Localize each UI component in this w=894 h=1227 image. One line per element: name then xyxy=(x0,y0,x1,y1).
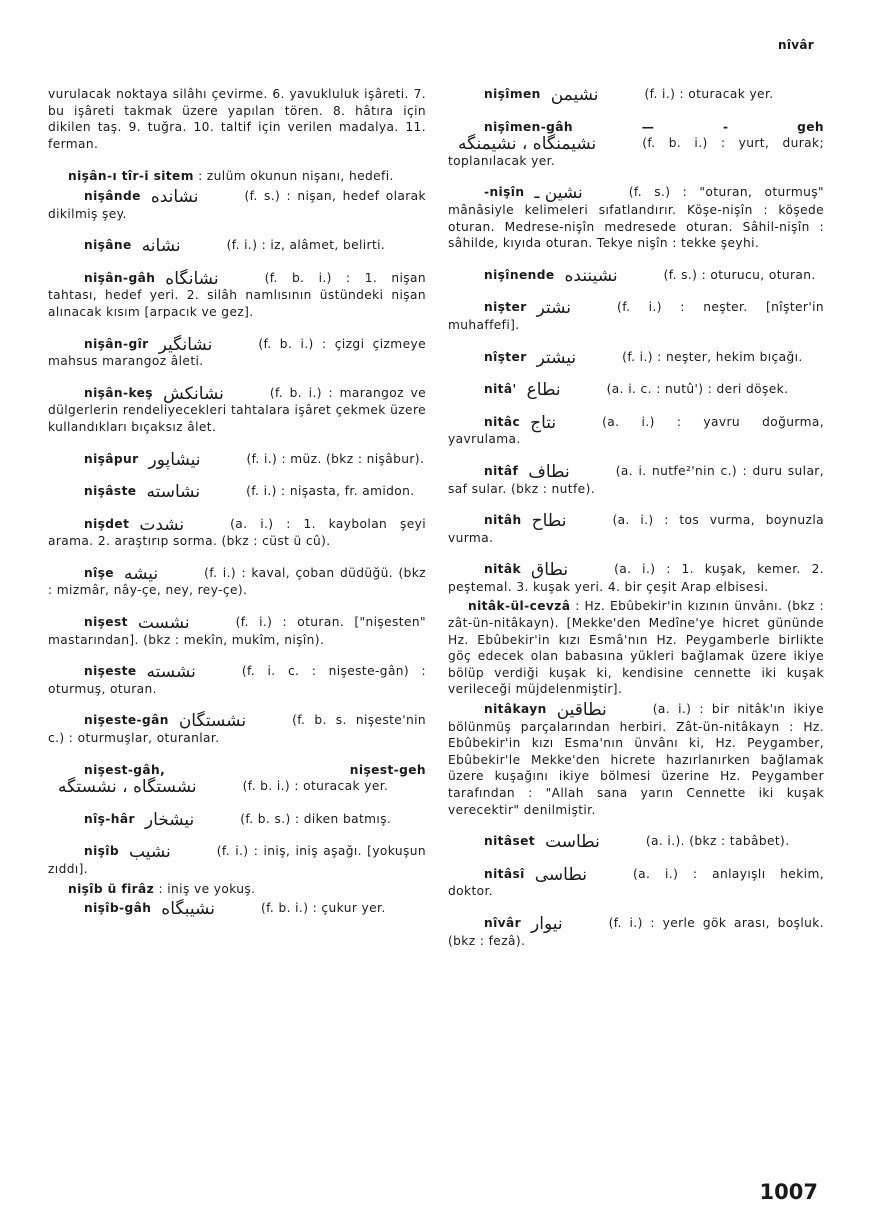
entry-arabic-script: نیشاپور xyxy=(148,449,201,470)
entry-headword: nişîb-gâh xyxy=(84,901,152,916)
entry-headword: nişeste-gân xyxy=(84,713,169,728)
entry-arabic-script: نشدت xyxy=(139,514,185,535)
entry-arabic-script: نطاح xyxy=(531,511,567,532)
entry-headword: nişân-gîr xyxy=(84,336,149,351)
entry-definition: (a. i.) : anlayışlı hekim, doktor. xyxy=(448,866,824,899)
entry-arabic-script: نشتر xyxy=(536,298,572,319)
entry-headword: nişân-keş xyxy=(84,385,153,400)
entry-definition: (f. i.) : neşter, hekim bıçağı. xyxy=(622,349,803,364)
dictionary-entry xyxy=(448,866,824,900)
dictionary-entry xyxy=(48,270,426,321)
dictionary-entry xyxy=(448,414,824,448)
entry-headword: nişînende xyxy=(484,267,555,282)
dictionary-entry xyxy=(448,833,824,851)
entry-definition: (f. i.) : neşter. [nîşter'in muhaffefi]. xyxy=(448,300,824,332)
entry-arabic-script: نشیب xyxy=(129,842,171,863)
dictionary-entry xyxy=(448,561,824,595)
entry-headword: nîşter xyxy=(484,349,527,364)
page-number: 1007 xyxy=(759,1180,818,1204)
entry-headword: nişest xyxy=(84,615,128,630)
entry-definition: (f. s.) : "oturan, oturmuş" mânâsiyle kelimeleri sıfatlandırır. Köşe-nişîn : köşede oturan. Medrese-nişîn medresede oturan. Sâhil-nişîn : sâhilde, kıyıda oturan. Tekye nişîn : tekke şeyhi. xyxy=(448,185,824,251)
entry-headword: nitâkayn xyxy=(484,702,547,717)
entry-definition: (a. i. c. : nutû') : deri döşek. xyxy=(606,382,789,397)
dictionary-entry xyxy=(48,843,426,877)
entry-arabic-script: نطاسی xyxy=(534,864,588,885)
dictionary-entry xyxy=(48,516,426,550)
entry-arabic-script: نشین ـ xyxy=(534,183,583,204)
entry-definition: (a. i.) : bir nitâk'ın ikiye bölünmüş parçalarından herbiri. Zât-ün-nitâkayn : Hz. Ebûbekir'in kızı Esma'nın ünvânı ki, Hz. Peygamber, Ebûbekir'le Mekke'den hicrete hazırlanırken bağlamak üzere kuşağını ikiye bölmesi üzerine Hz. Peygamber tarafından : "Allah sana yarın Cennette iki kuşak verecektir" denilmiştir. xyxy=(448,702,824,817)
dictionary-entry xyxy=(448,349,824,367)
entry-definition: (f. i.) : nişasta, fr. amidon. xyxy=(246,484,415,499)
dictionary-entry xyxy=(448,512,824,546)
dictionary-entry xyxy=(448,184,824,251)
entry-arabic-script: نشسته xyxy=(146,662,196,683)
dictionary-entry xyxy=(48,614,426,648)
entry-definition: (f. i.) : oturacak yer. xyxy=(644,87,774,101)
entry-definition: (f. b. i.) : 1. nişan tahtası, hedef yeri. 2. silâh namlısının üstündeki nişan alınacak kısım [arpacık ve gez]. xyxy=(48,270,426,319)
dictionary-entry xyxy=(48,881,426,898)
entry-definition: (a. i.). (bkz : tabâbet). xyxy=(645,834,790,849)
running-head: nîvâr xyxy=(778,38,814,52)
entry-arabic-script: نشستگان xyxy=(178,711,247,732)
entry-arabic-script: نطاقین xyxy=(556,700,607,721)
entry-arabic-script: نیشخار xyxy=(144,809,195,830)
entry-arabic-script: نطاق xyxy=(531,560,569,581)
entry-arabic-script: نشست xyxy=(137,613,190,634)
entry-headword: nişâpur xyxy=(84,451,139,466)
entry-headword: nişîmen xyxy=(484,87,541,101)
dictionary-entry xyxy=(448,915,824,949)
dictionary-entry xyxy=(48,762,426,796)
entry-definition: (f. i.) : yerle gök arası, boşluk. (bkz : fezâ). xyxy=(448,915,824,948)
entry-arabic-script: نطاع xyxy=(526,380,561,401)
entry-headword: nitâset xyxy=(484,834,536,849)
entry-definition: (a. i.) : yavru doğurma, yavrulama. xyxy=(448,414,824,447)
entry-headword: nişest-gâh, nişest-geh xyxy=(84,762,426,777)
entry-headword: nişân-ı tîr-i sitem xyxy=(68,169,194,184)
entry-headword: nîşe xyxy=(84,565,114,580)
entry-arabic-script: نشانکش xyxy=(162,383,224,404)
entry-arabic-script: نشانگاه xyxy=(165,268,219,289)
entry-arabic-script: نیشتر xyxy=(536,347,577,368)
entry-headword: nitâk-ül-cevzâ xyxy=(468,599,571,614)
entry-arabic-script: نیوار xyxy=(531,913,563,934)
dictionary-entry xyxy=(48,188,426,222)
entry-definition: (f. s.) : nişan, hedef olarak dikilmiş şey. xyxy=(48,188,426,221)
dictionary-entry xyxy=(448,119,824,170)
entry-headword: nişân-gâh xyxy=(84,270,156,285)
dictionary-entry xyxy=(48,237,426,255)
dictionary-entry xyxy=(48,86,426,152)
entry-headword: nitâ' xyxy=(484,382,517,397)
dictionary-entry xyxy=(448,381,824,399)
entry-definition: : Hz. Ebûbekir'in kızının ünvânı. (bkz : zât-ün-nitâkayn). [Mekke'den Medîne'ye hicret gününde Hz. Ebûbekir'in kızı Esmâ'nın Hz. Peygamberle birlikte göç edecek olan babasına yükleri bağlamak üzere ikiye bölüp verdiği kuşak ki, kendisine cennette iki kuşak verileceği müjdelenmiştir]. xyxy=(448,599,824,697)
entry-definition: (f. b. s. nişeste'nin c.) : oturmuşlar, oturanlar. xyxy=(48,713,426,746)
dictionary-entry xyxy=(48,565,426,599)
entry-definition: (f. b. s.) : diken batmış. xyxy=(240,811,392,826)
entry-arabic-script: نشانگیر xyxy=(158,334,213,355)
dictionary-entry xyxy=(48,483,426,501)
entry-arabic-script: نشانه xyxy=(141,236,181,257)
entry-headword: nitâh xyxy=(484,513,522,528)
entry-headword: nîvâr xyxy=(484,915,522,930)
entry-definition: (f. i. c. : nişeste-gân) : oturmuş, oturan. xyxy=(48,664,426,696)
entry-headword: nişter xyxy=(484,300,527,315)
entry-definition: (f. b. i.) : marangoz ve dülgerlerin rendeliyecekleri tahtalara işâret çekmek üzere kullandıkları bıçaksız âlet. xyxy=(48,385,426,434)
entry-arabic-script: نشاسته xyxy=(146,482,201,503)
entry-arabic-script: نطاف xyxy=(528,461,570,482)
entry-headword: nişîb xyxy=(84,844,120,859)
entry-headword: nitâf xyxy=(484,463,519,478)
entry-headword: nitâc xyxy=(484,414,521,429)
dictionary-entry xyxy=(48,663,426,697)
entry-arabic-script: نشیمنگاه ، نشیمنگه xyxy=(458,134,597,155)
entry-arabic-script: نشیننده xyxy=(564,265,618,286)
entry-definition: (f. s.) : oturucu, oturan. xyxy=(663,267,816,282)
dictionary-entry xyxy=(48,811,426,829)
entry-definition: (f. i.) : iz, alâmet, belirti. xyxy=(226,238,386,253)
entry-definition: (f. b. i.) : çukur yer. xyxy=(260,901,386,916)
dictionary-entry xyxy=(48,900,426,918)
dictionary-entry xyxy=(448,463,824,497)
dictionary-entry xyxy=(48,168,426,185)
entry-headword: nitâsî xyxy=(484,866,525,881)
entry-definition: : iniş ve yokuş. xyxy=(154,881,256,896)
dictionary-entry xyxy=(448,86,824,104)
entry-definition: (f. i.) : iniş, iniş aşağı. [yokuşun zıddı]. xyxy=(48,844,426,876)
entry-arabic-script: نشستگاه ، نشستگه xyxy=(58,777,197,798)
entry-definition: (a. i.) : 1. kuşak, kemer. 2. peştemal. 3. kuşak yeri. 4. bir çeşit Arap elbisesi. xyxy=(448,562,824,594)
entry-headword: nişîb ü firâz xyxy=(68,881,155,896)
entry-arabic-script: نتاج xyxy=(530,412,557,433)
entry-definition: (f. b. i.) : yurt, durak; toplanılacak yer. xyxy=(448,136,824,168)
dictionary-entry xyxy=(48,336,426,370)
entry-headword: nişîmen-gâh — - geh xyxy=(484,119,824,134)
entry-headword: nişânde xyxy=(84,188,141,203)
entry-definition: (f. b. i.) : çizgi çizmeye mahsus marangoz âleti. xyxy=(48,336,426,369)
entry-definition: (f. i.) : oturan. ["nişesten" mastarından]. (bkz : mekîn, mukîm, nişîn). xyxy=(48,615,426,647)
entry-headword: -nişîn xyxy=(484,185,525,200)
entry-arabic-script: نطاست xyxy=(545,832,600,853)
entry-definition: (f. i.) : müz. (bkz : nişâbur). xyxy=(246,451,425,466)
entry-definition: (a. i. nutfe²'nin c.) : duru sular, saf sular. (bkz : nutfe). xyxy=(448,463,824,496)
dictionary-entry xyxy=(448,267,824,285)
dictionary-entry xyxy=(448,299,824,333)
entry-headword: nitâk xyxy=(484,562,522,577)
entry-arabic-script: نشیبگاه xyxy=(161,899,215,920)
dictionary-entry xyxy=(48,385,426,436)
entry-arabic-script: نشانده xyxy=(150,186,199,207)
dictionary-entry xyxy=(448,701,824,818)
entry-headword: nişeste xyxy=(84,664,137,679)
left-column xyxy=(48,86,426,933)
entry-definition: (a. i.) : tos vurma, boynuzla vurma. xyxy=(448,513,824,545)
entry-headword: nişâste xyxy=(84,484,137,499)
entry-definition: (a. i.) : 1. kaybolan şeyi arama. 2. araştırıp sorma. (bkz : cüst ü cû). xyxy=(48,516,426,549)
dictionary-entry xyxy=(448,598,824,698)
entry-definition: vurulacak noktaya silâhı çevirme. 6. yavukluluk işâreti. 7. bu işâreti takmak üzere yapılan tören. 8. hâtıra için dikilen taş. 9. tuğra. 10. taltif için verilen madalya. 11. ferman. xyxy=(48,87,426,151)
dictionary-entry xyxy=(48,451,426,469)
entry-headword: nişâne xyxy=(84,238,132,253)
entry-arabic-script: نشیمن xyxy=(550,85,599,105)
entry-definition: (f. i.) : kaval, çoban düdüğü. (bkz : mizmâr, nây-çe, ney, rey-çe). xyxy=(48,565,426,598)
entry-headword: nîş-hâr xyxy=(84,811,135,826)
entry-definition: (f. b. i.) : oturacak yer. xyxy=(242,779,389,794)
entry-arabic-script: نیشه xyxy=(123,563,159,584)
dictionary-entry xyxy=(48,712,426,746)
entry-definition: : zulüm okunun nişanı, hedefi. xyxy=(193,169,394,184)
entry-headword: nişdet xyxy=(84,516,130,531)
right-column xyxy=(448,86,824,964)
